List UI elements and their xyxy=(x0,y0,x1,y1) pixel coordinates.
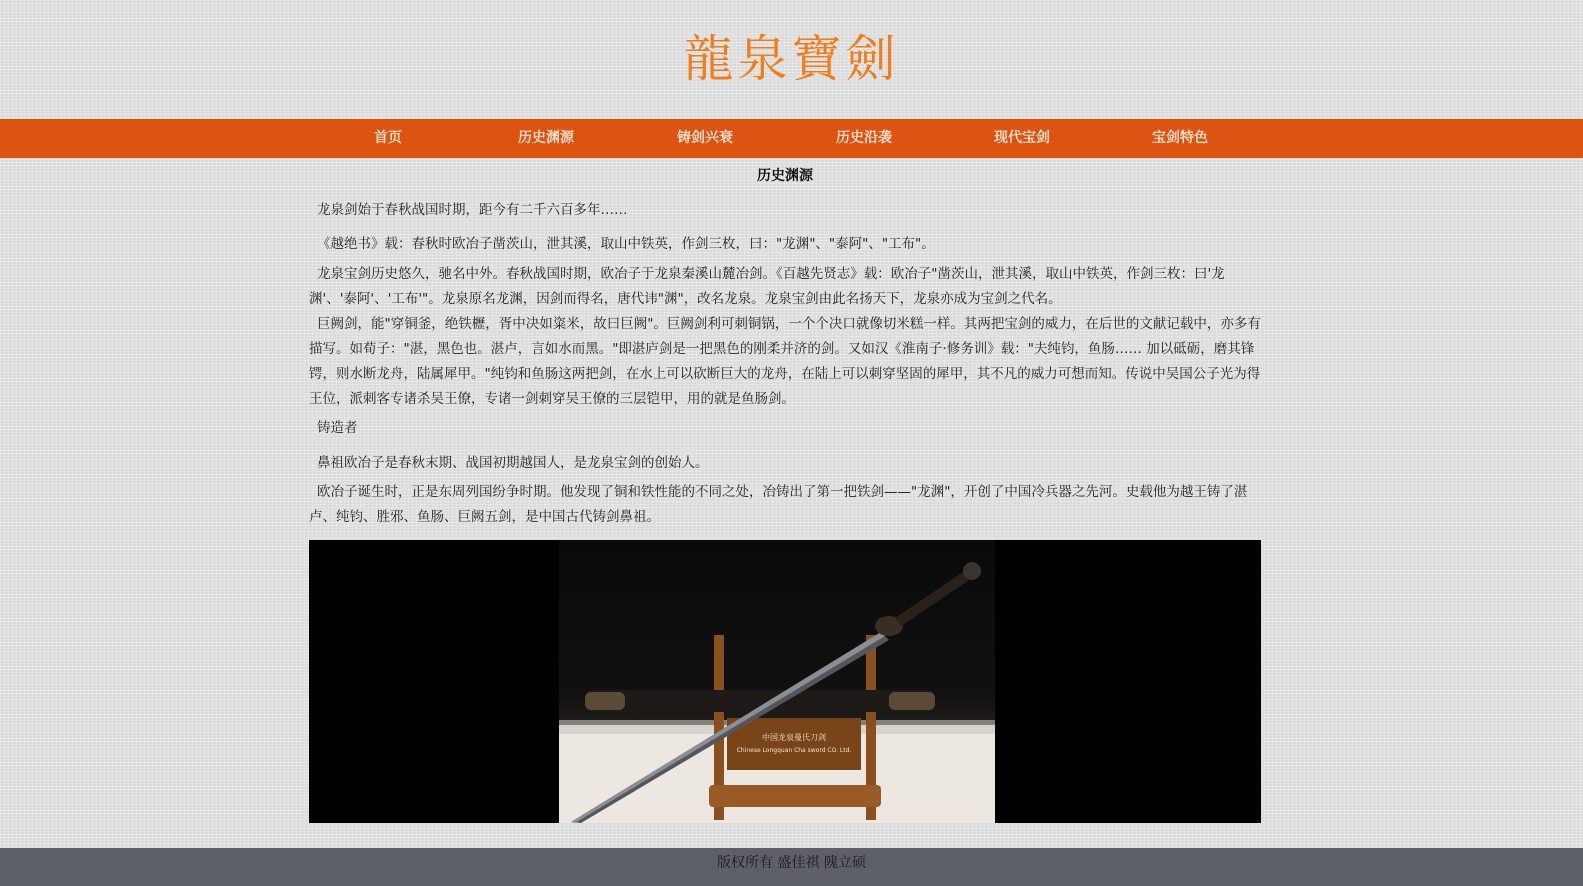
paragraph-intro: 龙泉剑始于春秋战国时期，距今有二千六百多年…… xyxy=(317,202,628,218)
sword-illustration xyxy=(559,540,995,823)
paragraph-founder-heading: 铸造者 xyxy=(317,420,358,436)
sword-image xyxy=(309,540,1261,823)
nav-item-modern-swords[interactable]: 现代宝剑 xyxy=(994,130,1050,146)
copyright-text: 版权所有 盛佳祺 隗立硕 xyxy=(717,855,866,871)
footer xyxy=(0,848,1583,886)
stand-plaque-line2: Chinese Longquan Cha sword CO. Ltd. xyxy=(736,747,852,754)
site-logo[interactable]: 龍泉寶劍 xyxy=(683,30,900,88)
paragraph-history: 龙泉宝剑历史悠久，驰名中外。春秋战国时期，欧冶子于龙泉秦溪山麓冶剑。《百越先贤志》载：欧冶子"凿茨山，泄其溪，取山中铁英，作剑三枚：曰'龙渊'、'泰阿'、'工布'"。龙泉原名龙渊，因剑而得名，唐代讳"渊"，改名龙泉。龙泉宝剑由此名扬天下，龙泉亦成为宝剑之代名。 xyxy=(309,266,1225,307)
nav-item-history-origin[interactable]: 历史渊源 xyxy=(518,130,574,146)
nav-item-sword-casting[interactable]: 铸剑兴衰 xyxy=(677,130,733,146)
header xyxy=(0,0,1583,119)
stand-plaque xyxy=(727,718,861,770)
sword-handle xyxy=(895,568,975,626)
nav-item-home[interactable]: 首页 xyxy=(374,130,402,146)
page-title: 历史渊源 xyxy=(757,168,813,184)
sword-tassel xyxy=(963,562,981,580)
paragraph-founder: 鼻祖欧冶子是春秋末期、战国初期越国人，是龙泉宝剑的创始人。 xyxy=(317,455,709,471)
stand-base xyxy=(709,785,881,807)
nav-item-sword-features[interactable]: 宝剑特色 xyxy=(1152,130,1208,146)
paragraph-juque: 巨阙剑，能"穿铜釜，绝铁櫪，胥中决如粢米，故曰巨阙"。巨阙剑利可刺铜锅，一个个决口就像切米糕一样。其两把宝剑的威力，在后世的文献记载中，亦多有描写。如荀子："湛，黑色也。湛卢，言如水而黑。"即湛庐剑是一把黑色的刚柔并济的剑。又如汉《淮南子·修务训》载："夫纯钧，鱼肠…… 加以砥砺，磨其锋锷，则水断龙舟，陆属犀甲。"纯钧和鱼肠这两把剑，在水上可以砍断巨大的龙舟，在陆上可以刺穿坚固的犀甲，其不凡的威力可想而知。传说中吴国公子光为得王位，派刺客专诸杀吴王僚，专诸一剑刺穿吴王僚的三层铠甲，用的就是鱼肠剑。 xyxy=(309,316,1261,407)
nav-item-history-inheritance[interactable]: 历史沿袭 xyxy=(836,130,892,146)
main-nav xyxy=(0,119,1583,158)
paragraph-yuejue: 《越绝书》载：春秋时欧冶子凿茨山，泄其溪，取山中铁英，作剑三枚，曰："龙渊"、"泰阿"、"工布"。 xyxy=(317,236,935,252)
sword-photo xyxy=(559,540,995,823)
stand-plaque-line1: 中国龙泉曼氏刀剑 xyxy=(762,733,826,742)
paragraph-ouyezi: 欧冶子诞生时，正是东周列国纷争时期。他发现了铜和铁性能的不同之处，冶铸出了第一把铁剑——"龙渊"，开创了中国冷兵器之先河。史载他为越王铸了湛卢、纯钧、胜邪、鱼肠、巨阙五剑，是中国古代铸剑鼻祖。 xyxy=(309,484,1248,525)
